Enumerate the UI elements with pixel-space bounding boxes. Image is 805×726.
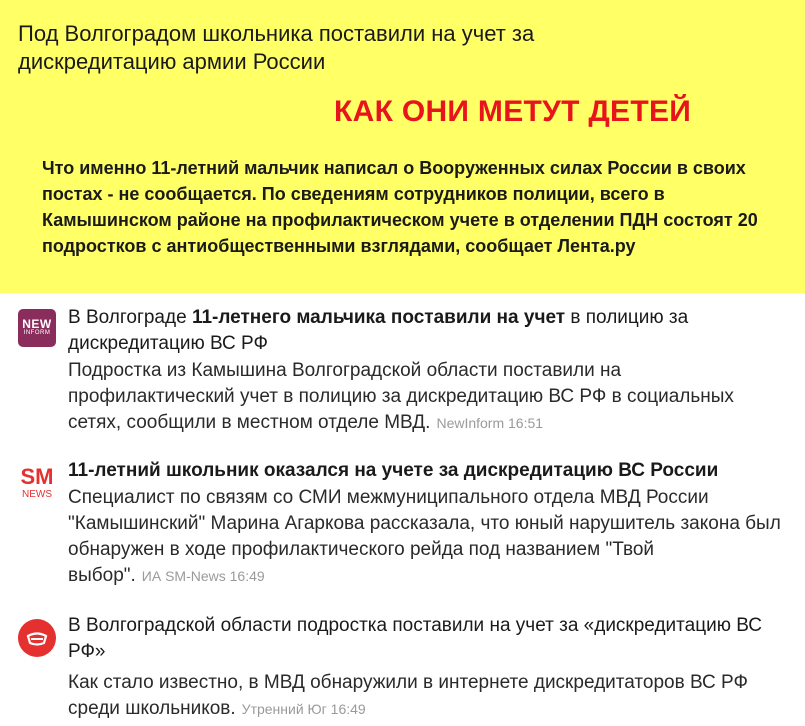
banner-slogan: КАК ОНИ МЕТУТ ДЕТЕЙ [334,95,692,128]
title-part: В Волгограде [68,307,192,328]
source-time[interactable]: Утренний Юг 16:49 [241,701,366,717]
headline-banner [0,0,805,293]
sm-news-logo-icon[interactable] [18,462,56,500]
title-part: в полицию за дискредитацию ВС РФ [68,307,689,354]
utrenniy-yug-logo-icon[interactable] [18,619,56,657]
banner-title: Под Волгоградом школьника поставили на учет за дискредитацию армии России [18,21,535,74]
news-title-link[interactable] [68,458,788,484]
logo-text: NEWS [22,489,52,500]
banner-body-text: Что именно 11-летний мальчик написал о Вооруженных силах России в своих постах - не сообщается. По сведениям сотрудников полиции, всего в Камышинском районе на профилактическом учете в отделении ПДН состоят 20 подростков с антиобщественными взглядами, сообщает Лента.ру [42,158,758,256]
logo-text: NEW [22,317,52,331]
logo-text: SM [20,464,54,489]
snippet-text: Как стало известно, в МВД обнаружили в интернете дискредитаторов ВС РФ среди школьников. [68,672,748,719]
snippet-text: Подростка из Камышина Волгоградской области поставили на профилактический учет в полицию за дискредитацию ВС РФ в социальных сетях, сообщили в местном отделе МВД. [68,360,734,433]
news-title-link[interactable] [68,305,788,357]
news-snippet [68,670,788,722]
news-snippet [68,358,788,436]
title-part: В Волгоградской области подростка поставили на учет за «дискредитацию ВС РФ» [68,615,763,662]
source-time[interactable]: ИА SM-News 16:49 [141,568,265,584]
title-highlight: 11-летний школьник оказался на учете за дискредитацию ВС России [68,460,719,481]
source-time[interactable]: NewInform 16:51 [436,415,544,431]
logo-text: INFORM [23,330,51,336]
news-feed [0,293,805,726]
news-snippet [68,485,788,589]
news-text [68,613,788,722]
news-text [68,305,788,436]
newinform-logo-icon[interactable] [18,309,56,347]
news-text [68,458,788,589]
snippet-text: Специалист по связям со СМИ межмуниципального отдела МВД России "Камышинский" Марина Агаркова рассказала, что юный нарушитель закона был обнаружен в ходе профилактического рейда под названием "Твой выбор". [68,487,781,586]
news-title-link[interactable] [68,613,788,665]
title-highlight: 11-летнего мальчика поставили на учет [191,307,566,328]
